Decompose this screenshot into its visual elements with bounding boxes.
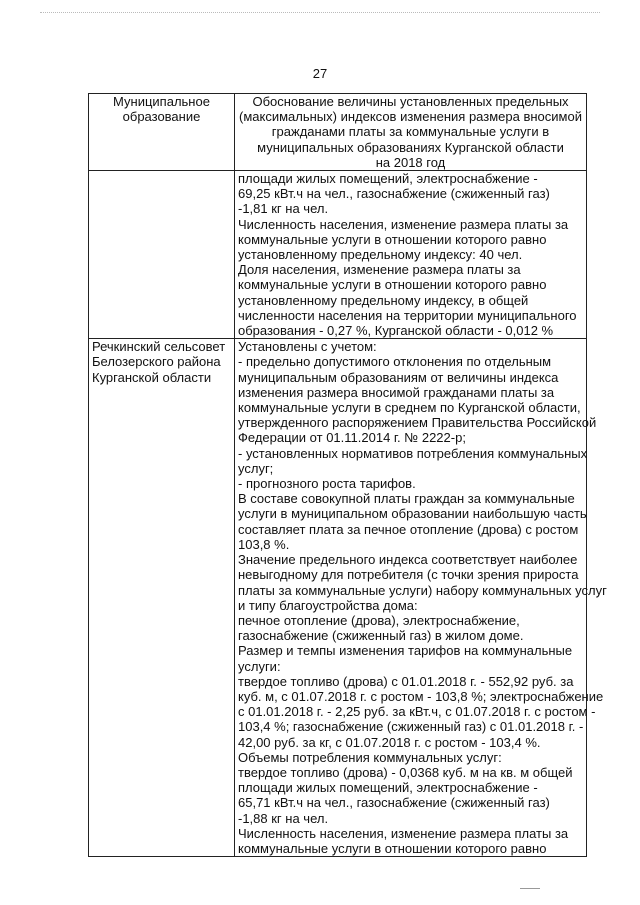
justification-line: 65,71 кВт.ч на чел., газоснабжение (сжиженный газ): [238, 795, 550, 811]
justification-line: коммунальные услуги в среднем по Курганской области,: [238, 400, 581, 416]
header-line: гражданами платы за коммунальные услуги в: [271, 124, 550, 140]
justification-line: услуги:: [238, 658, 281, 674]
table-header-row: [89, 94, 587, 171]
justification-line: - установленных нормативов потребления коммунальных: [238, 445, 588, 461]
municipality-line: Речкинский сельсовет: [92, 339, 226, 355]
justification-line: печное отопление (дрова), электроснабжение,: [238, 612, 520, 628]
justification-line: Значение предельного индекса соответствует наиболее: [238, 552, 578, 568]
justification-line: Доля населения, изменение размера платы за: [238, 262, 521, 278]
justification-line: Объемы потребления коммунальных услуг:: [238, 749, 502, 765]
justification-line: твердое топливо (дрова) - 0,0368 куб. м на кв. м общей: [238, 764, 573, 780]
justification-line: с 01.01.2018 г. - 2,25 руб. за кВт.ч, с 01.07.2018 г. с ростом -: [238, 704, 596, 720]
justification-line: -1,88 кг на чел.: [238, 810, 329, 826]
justification-line: - прогнозного роста тарифов.: [238, 476, 416, 492]
justification-line: куб. м, с 01.07.2018 г. с ростом - 103,8 %; электроснабжение: [238, 688, 604, 704]
justification-line: и типу благоустройства дома:: [238, 597, 418, 613]
justification-line: 103,8 %.: [238, 536, 290, 552]
justification-line: образования - 0,27 %, Курганской области - 0,012 %: [238, 323, 554, 339]
justification-line: - предельно допустимого отклонения по отдельным: [238, 354, 552, 370]
justification-line: 103,4 %; газоснабжение (сжиженный газ) с 01.01.2018 г. -: [238, 719, 584, 735]
justification-line: установленному предельному индексу: 40 чел.: [238, 247, 523, 263]
header-line: образование: [122, 109, 201, 125]
justification-line: коммунальные услуги в отношении которого равно: [238, 231, 547, 247]
scan-edge-line: [40, 12, 600, 14]
table-row: [89, 339, 587, 857]
justification-line: площади жилых помещений, электроснабжение -: [238, 171, 538, 187]
header-line: Муниципальное: [113, 94, 210, 109]
justification-line: площади жилых помещений, электроснабжение -: [238, 780, 538, 796]
justification-line: Размер и темпы изменения тарифов на коммунальные: [238, 643, 573, 659]
justification-line: невыгодному для потребителя (с точки зрения прироста: [238, 567, 579, 583]
justification-line: Численность населения, изменение размера платы за: [238, 825, 569, 841]
justification-line: установленному предельному индексу, в общей: [238, 292, 529, 308]
justification-line: -1,81 кг на чел.: [238, 201, 329, 217]
justification-line: коммунальные услуги в отношении которого равно: [238, 277, 547, 293]
justification-line: составляет плата за печное отопление (дрова) с ростом: [238, 521, 579, 537]
header-municipality: [89, 94, 235, 171]
justification-line: изменения размера вносимой гражданами платы за: [238, 384, 555, 400]
justification-line: газоснабжение (сжиженный газ) в жилом доме.: [238, 628, 524, 644]
header-line: муниципальных образованиях Курганской области: [257, 139, 564, 155]
justification-line: численности населения на территории муниципального: [238, 307, 577, 323]
header-justification: [235, 94, 587, 171]
header-line: Обоснование величины установленных предельных: [252, 94, 569, 109]
footer-mark: [520, 888, 540, 889]
justification-line: услуги в муниципальном образовании наибольшую часть: [238, 506, 587, 522]
justification-line: В составе совокупной платы граждан за коммунальные: [238, 491, 575, 507]
justification-cell: [235, 171, 587, 339]
justification-line: 42,00 руб. за кг, с 01.07.2018 г. с ростом - 103,4 %.: [238, 734, 541, 750]
justification-line: услуг;: [238, 460, 274, 476]
justification-line: Федерации от 01.11.2014 г. № 2222-р;: [238, 430, 466, 446]
table-row: [89, 171, 587, 339]
header-line: на 2018 год: [375, 154, 446, 170]
justification-line: платы за коммунальные услуги) набору коммунальных услуг: [238, 582, 607, 598]
municipality-cell: [89, 339, 235, 857]
justification-line: муниципальным образованиям от величины индекса: [238, 369, 559, 385]
justification-line: твердое топливо (дрова) с 01.01.2018 г. - 552,92 руб. за: [238, 673, 574, 689]
header-line: (максимальных) индексов изменения размера вносимой: [239, 109, 582, 125]
page-number: 27: [312, 66, 328, 81]
justification-line: 69,25 кВт.ч на чел., газоснабжение (сжиженный газ): [238, 186, 550, 202]
municipality-line: Белозерского района: [92, 354, 221, 370]
justification-line: коммунальные услуги в отношении которого равно: [238, 840, 547, 856]
tariff-index-table: [88, 93, 607, 857]
justification-line: Численность населения, изменение размера платы за: [238, 216, 569, 232]
municipality-line: Курганской области: [92, 369, 212, 385]
justification-line: Установлены с учетом:: [238, 339, 377, 355]
justification-line: утвержденного распоряжением Правительства Российской: [238, 415, 597, 431]
justification-cell: [235, 339, 607, 857]
municipality-cell: [89, 171, 235, 339]
